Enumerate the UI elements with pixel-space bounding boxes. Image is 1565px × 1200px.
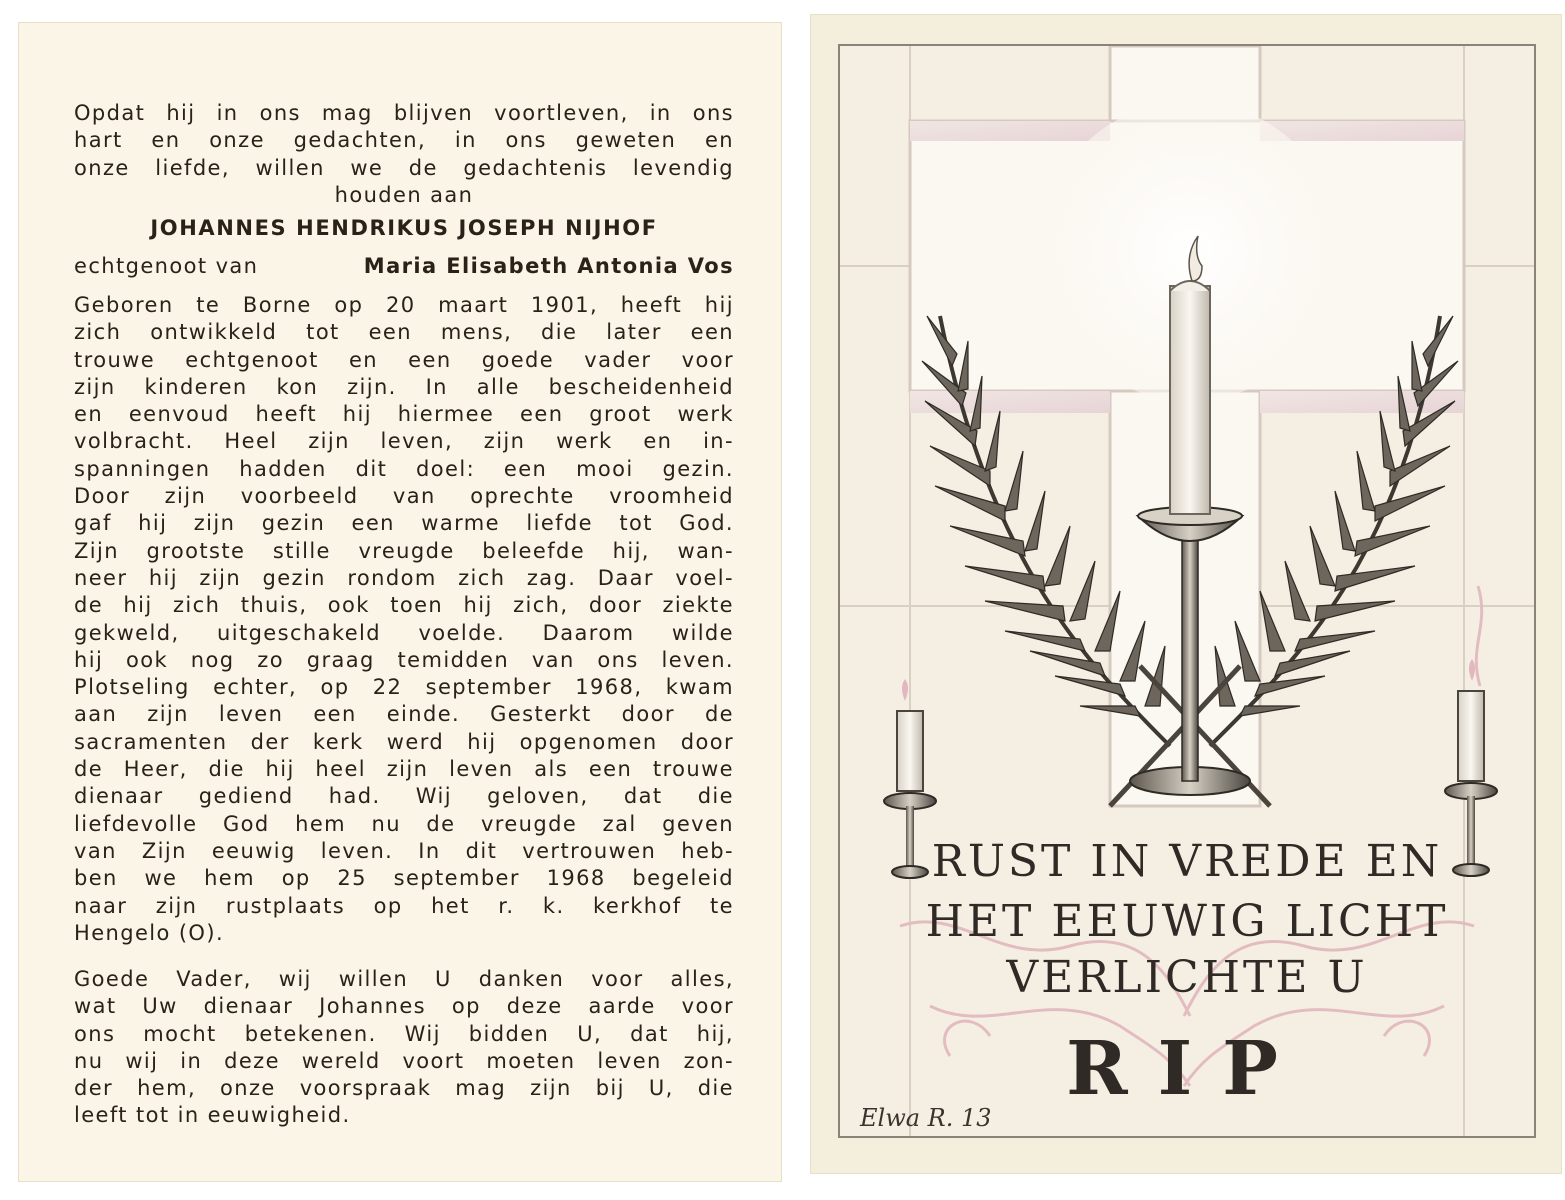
body-line: Geboren te Borne op 20 maart 1901, heeft hij <box>74 293 734 317</box>
body-line: Hengelo (O). <box>74 920 225 945</box>
prayer-line: wat Uw dienaar Johannes op deze aarde voor <box>74 994 734 1019</box>
inscription-line-1: RUST IN VREDE EN <box>931 836 1443 887</box>
inscription-line-3: VERLICHTE U <box>1006 952 1368 1003</box>
memorial-illustration <box>838 44 1536 1138</box>
artist-signature: Elwa R. 13 <box>860 1104 992 1132</box>
body-line: gaf hij zijn gezin een warme liefde tot God. <box>74 511 734 536</box>
prayer-line: ons mocht betekenen. Wij bidden U, dat hij, <box>74 1021 734 1046</box>
body-line: en eenvoud heeft hij hiermee een groot werk <box>74 402 734 427</box>
body-line: volbracht. Heel zijn leven, zijn werk en in- <box>74 429 734 454</box>
left-card-text-page <box>18 22 782 1182</box>
body-line: aan zijn leven een einde. Gesterkt door de <box>74 702 734 727</box>
intro-line: onze liefde, willen we de gedachtenis levendig <box>74 155 734 180</box>
prayer-paragraph <box>74 966 734 1130</box>
body-line: dienaar gediend had. Wij geloven, dat die <box>74 784 734 809</box>
body-line: zijn kinderen kon zijn. In alle bescheidenheid <box>74 374 734 399</box>
body-line: van Zijn eeuwig leven. In dit vertrouwen heb- <box>74 838 734 863</box>
body-line: trouwe echtgenoot en een goede vader voor <box>74 347 734 372</box>
body-line: liefdevolle God hem nu de vreugde zal geven <box>74 811 734 836</box>
intro-paragraph <box>74 100 734 209</box>
spouse-name: Maria Elisabeth Antonia Vos <box>363 254 734 278</box>
intro-line: Opdat hij in ons mag blijven voortleven, in ons <box>74 101 734 125</box>
body-line: neer hij zijn gezin rondom zich zag. Daar voel- <box>74 565 734 590</box>
body-line: Door zijn voorbeeld van oprechte vroomheid <box>74 484 734 509</box>
body-line: hij ook nog zo graag temidden van ons leven. <box>74 647 734 672</box>
body-line: ben we hem op 25 september 1968 begeleid <box>74 866 734 891</box>
body-line: Plotseling echter, op 22 september 1968, kwam <box>74 675 734 700</box>
rip-monogram: RIP <box>1066 1026 1308 1112</box>
prayer-line: Goede Vader, wij willen U danken voor alles, <box>74 967 734 991</box>
body-line: de Heer, die hij heel zijn leven als een trouwe <box>74 757 734 782</box>
deceased-name: JOHANNES HENDRIKUS JOSEPH NIJHOF <box>150 216 658 240</box>
body-line: sacramenten der kerk werd hij opgenomen door <box>74 729 734 754</box>
prayer-line: der hem, onze voorspraak mag zijn bij U, die <box>74 1076 734 1101</box>
body-line: gekweld, uitgeschakeld voelde. Daarom wilde <box>74 620 734 645</box>
spouse-line <box>74 254 734 278</box>
body-line: de hij zich thuis, ook toen hij zich, door ziekte <box>74 593 734 618</box>
intro-line: hart en onze gedachten, in ons geweten en <box>74 128 734 153</box>
body-line: spanningen hadden dit doel: een mooi gezin. <box>74 456 734 481</box>
spouse-prefix: echtgenoot van <box>74 254 259 278</box>
prayer-line: leeft tot in eeuwigheid. <box>74 1103 351 1128</box>
intro-line: houden aan <box>334 182 474 207</box>
body-line: Zijn grootste stille vreugde beleefde hij, wan- <box>74 538 734 563</box>
right-card-image-page <box>810 14 1562 1174</box>
body-line: zich ontwikkeld tot een mens, die later een <box>74 320 734 345</box>
inscription-line-2: HET EEUWIG LICHT <box>925 896 1449 947</box>
biography-paragraph <box>74 292 734 947</box>
body-line: naar zijn rustplaats op het r. k. kerkhof te <box>74 893 734 918</box>
prayer-line: nu wij in deze wereld voort moeten leven zon- <box>74 1048 734 1073</box>
